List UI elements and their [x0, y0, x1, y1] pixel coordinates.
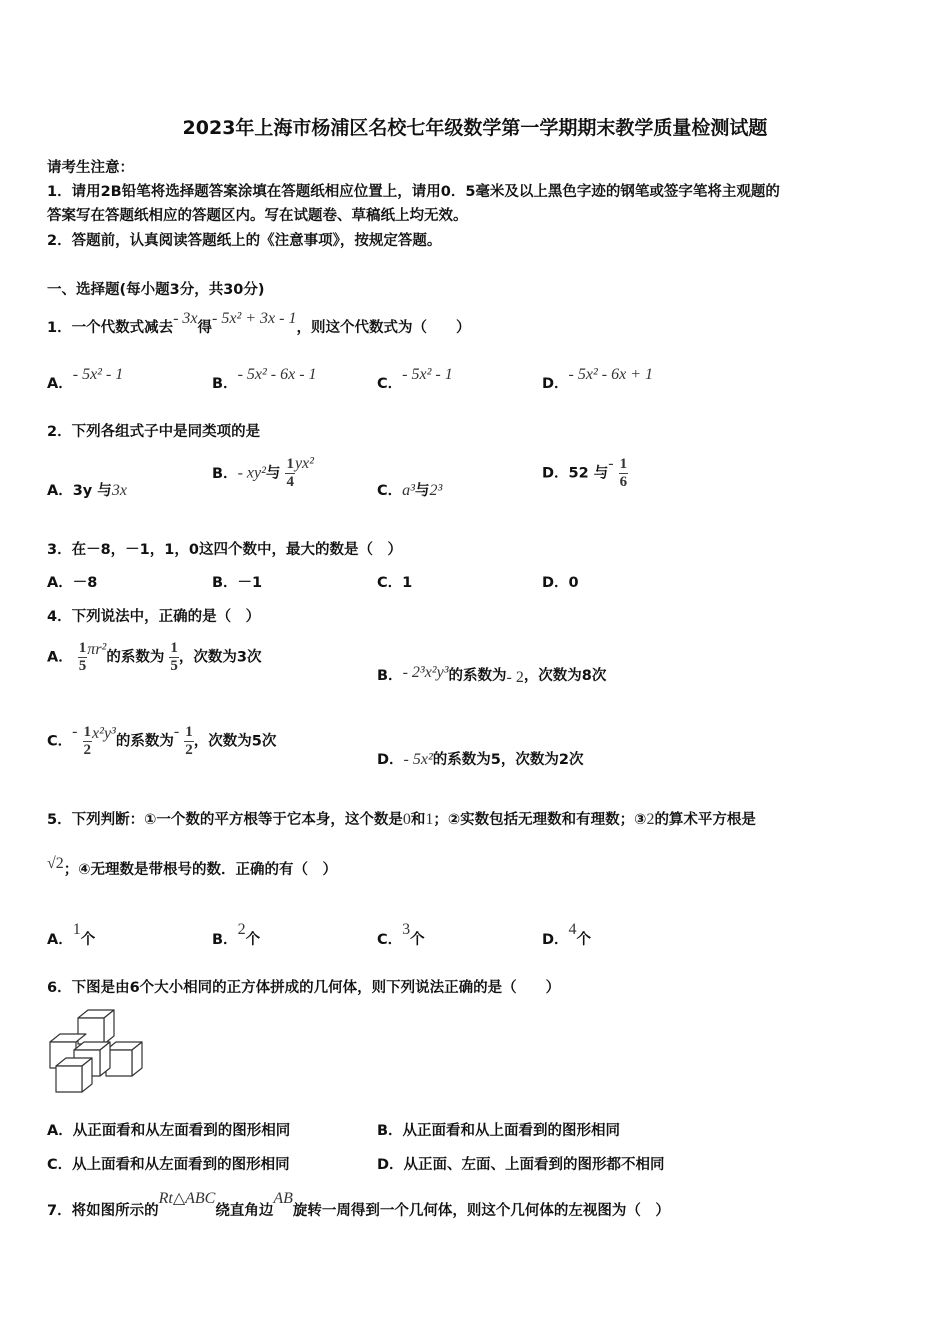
q4-option-c[interactable]: C．- $\frac{1}{2}$ x²y³的系数为- $\frac{1}{2}$ ，次数为5次 — [47, 722, 277, 758]
q3-option-c[interactable]: C．1 — [377, 575, 413, 591]
fraction: $\frac{1}{4}$ — [286, 456, 294, 490]
q1-option-d[interactable]: D．- 5x² - 6x + 1 — [542, 366, 653, 392]
question-5-cont: √2；④无理数是带根号的数．正确的有（ ） — [47, 855, 338, 878]
section-heading: 一、选择题(每小题3分，共30分) — [47, 282, 265, 298]
page-title: 2023年上海市杨浦区名校七年级数学第一学期期末教学质量检测试题 — [182, 117, 768, 139]
q4-option-b[interactable]: B．- 2³x²y³的系数为- 2，次数为8次 — [377, 664, 607, 686]
q2-option-c[interactable]: C．a³与2³ — [377, 482, 443, 499]
question-6-stem: 6．下图是由6个大小相同的正方体拼成的几何体，则下列说法正确的是（ ） — [47, 980, 561, 996]
fraction: $\frac{1}{2}$ — [185, 724, 193, 758]
q6-option-c[interactable]: C．从上面看和从左面看到的图形相同 — [47, 1157, 290, 1173]
notice-item-2: 2．答题前，认真阅读答题纸上的《注意事项》，按规定答题。 — [47, 233, 442, 249]
question-1-stem: 1．一个代数式减去- 3x得- 5x² + 3x - 1，则这个代数式为（ ） — [47, 310, 471, 336]
cube-face — [78, 1018, 104, 1044]
q1-option-c[interactable]: C．- 5x² - 1 — [377, 366, 453, 392]
question-4-stem: 4．下列说法中，正确的是（ ） — [47, 609, 261, 625]
fraction: $\frac{1}{2}$ — [83, 724, 92, 758]
q2-option-a[interactable]: A．3y 与3x — [47, 482, 127, 499]
q6-option-b[interactable]: B．从正面看和从上面看到的图形相同 — [377, 1123, 621, 1139]
q3-option-d[interactable]: D．0 — [542, 575, 579, 591]
q6-option-a[interactable]: A．从正面看和从左面看到的图形相同 — [47, 1123, 291, 1139]
q5-option-d[interactable]: D．4个 — [542, 921, 592, 948]
fraction: $\frac{1}{5}$ — [78, 640, 87, 674]
q4-option-a[interactable]: A． $\frac{1}{5}$ πr²的系数为 $\frac{1}{5}$ ，次数为3次 — [47, 640, 262, 674]
q3-option-b[interactable]: B．－1 — [212, 575, 263, 591]
q6-option-d[interactable]: D．从正面、左面、上面看到的图形都不相同 — [377, 1157, 665, 1173]
q4-option-d[interactable]: D．- 5x²的系数为5，次数为2次 — [377, 751, 584, 768]
q5-option-b[interactable]: B．2个 — [212, 921, 261, 948]
notice-heading: 请考生注意： — [47, 160, 134, 176]
q3-option-a[interactable]: A．－8 — [47, 575, 98, 591]
notice-item-1: 1．请用2B铅笔将选择题答案涂填在答题纸相应位置上，请用0．5毫米及以上黑色字迹的钢笔或签字笔将主观题的 — [47, 184, 780, 200]
cube-figure — [44, 1006, 152, 1098]
q1-option-a[interactable]: A．- 5x² - 1 — [47, 366, 124, 392]
q1-option-b[interactable]: B．- 5x² - 6x - 1 — [212, 366, 317, 392]
question-2-stem: 2．下列各组式子中是同类项的是 — [47, 424, 261, 440]
fraction: $\frac{1}{6}$ — [619, 456, 628, 490]
question-7-stem: 7．将如图所示的Rt△ABC绕直角边AB旋转一周得到一个几何体，则这个几何体的左视图为（ ） — [47, 1190, 670, 1219]
q5-option-c[interactable]: C．3个 — [377, 921, 425, 948]
fraction: $\frac{1}{5}$ — [170, 640, 178, 674]
cube-face — [56, 1066, 82, 1092]
notice-item-1-cont: 答案写在答题纸相应的答题区内。写在试题卷、草稿纸上均无效。 — [47, 208, 468, 224]
q2-option-d[interactable]: D．52 与- $\frac{1}{6}$ — [542, 454, 628, 490]
question-3-stem: 3．在－8，－1，1，0这四个数中，最大的数是（ ） — [47, 542, 402, 558]
question-5-stem: 5．下列判断：①一个数的平方根等于它本身，这个数是0和1；②实数包括无理数和有理数；③2的算术平方根是 — [47, 811, 756, 828]
q2-option-b[interactable]: B．- xy²与 $\frac{1}{4}$ yx² — [212, 454, 314, 490]
q5-option-a[interactable]: A．1个 — [47, 921, 96, 948]
